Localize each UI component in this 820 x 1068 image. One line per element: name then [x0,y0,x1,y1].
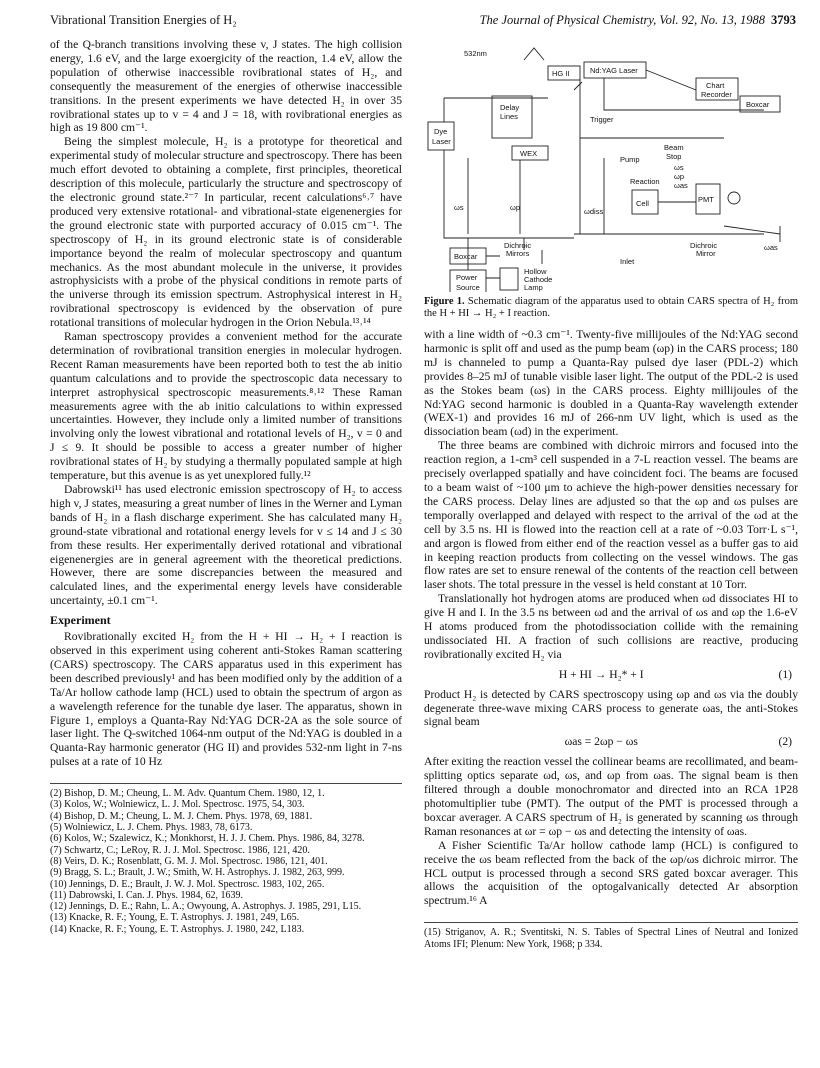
left-column [50,38,402,935]
paragraph: After exiting the reaction vessel the collinear beams are recollimated, and beam-splitting optics separate ωd, ωs, and ωp from ωas. The signal beam is then filtered through a double monochromator and directed into an RCA 1P28 photomultiplier tube (PMT). The output of the PMT is processed through a boxcar averager. A CARS spectrum of H₂ is generated by scanning ωs through Raman resonances at ωr = ωp − ωs and detecting the intensity of ωas. [424,755,798,838]
label-hg-ii: HG II [552,69,570,78]
label-dichroic-left: Dichroic [504,241,532,250]
label-boxcar-left: Boxcar [454,252,478,261]
label-dichroic-right: Dichroic [690,241,718,250]
label-lines: Lines [500,112,518,121]
label-recorder: Recorder [701,90,732,99]
label-hollow: Hollow [524,267,547,276]
detector-lens [728,192,740,204]
footnote: (3) Kolos, W.; Wolniewicz, L. J. Mol. Spectrosc. 1975, 54, 303. [50,799,305,811]
label-ws-left: ωs [454,203,464,212]
footnote-15: (15) Striganov, A. R.; Sventitski, N. S. Tables of Spectral Lines of Neutral and Ionized Atoms IFI; Plenum: New York, 1968; p 334. [424,922,798,950]
footnote: (9) Bragg, S. L.; Brault, J. W.; Smith, W. H. Astrophys. J. 1982, 263, 999. [50,867,345,879]
label-wp-left: ωp [510,203,521,212]
footnote: (11) Dabrowski, I. Can. J. Phys. 1984, 62, 1639. [50,889,243,901]
label-chart: Chart [706,81,725,90]
paragraph: of the Q-branch transitions involving these v, J states. The high collision energy, 1.6 eV, and the large exoergicity of the reaction, 1.4 eV, allow the population of otherwise inaccessible rovibrational states of H₂, and consequently the measurement of the energies of otherwise inaccessible transitions. In the present experiments we have detected H₂ in over 35 rovibrational states up to v = 4 and J = 18, with rovibrational energies as high as 19 800 cm⁻¹. [50,38,402,135]
caption-label: Figure 1. [424,296,465,307]
page-number: 3793 [771,13,796,27]
label-source: Source [456,283,480,292]
label-wex: WEX [520,149,538,158]
label-wp-right: ωp [674,172,685,181]
equation-number: (1) [778,667,792,681]
equation-expression: ωas = 2ωp − ωs [564,735,638,749]
figure-1 [424,38,798,292]
footnote: (6) Kolos, W.; Szalewicz, K.; Monkhorst, H. J. J. Chem. Phys. 1986, 84, 3278. [50,833,365,845]
label-532nm: 532nm [464,49,487,58]
footnote: (5) Wolniewicz, L. J. Chem. Phys. 1983, 78, 6173. [50,822,253,834]
footnotes [50,783,402,935]
footnote: (8) Veirs, D. K.; Rosenblatt, G. M. J. Mol. Spectrosc. 1986, 121, 401. [50,855,328,867]
paragraph: Product H₂ is detected by CARS spectroscopy using ωp and ωs via the doubly degenerate three-wave mixing CARS process to generate ωas, the anti-Stokes signal beam [424,687,798,729]
paragraph: Translationally hot hydrogen atoms are produced when ωd dissociates HI to give H and I. In the 3.5 ns between ωd and the arrival of ωs and ωp the 1.6-eV H atoms produced from the photodissociation collide with the remaining undissociated HI. A fraction of such collisions are reactive, producing rovibrationally excited H₂ via [424,592,798,661]
label-inlet: Inlet [620,257,635,266]
footnote: (14) Knacke, R. F.; Young, E. T. Astrophys. J. 1980, 242, L183. [50,923,305,935]
equation-1 [424,662,798,688]
label-cathode: Cathode [524,275,553,284]
label-mirrors: Mirrors [506,249,530,258]
footnote: (2) Bishop, D. M.; Cheung, L. M. Adv. Quantum Chem. 1980, 12, 1. [50,788,325,800]
label-laser: Laser [432,137,451,146]
running-header [0,11,820,31]
label-power: Power [456,273,478,282]
label-dye: Dye [434,127,448,136]
section-heading-experiment: Experiment [50,613,111,628]
right-column [424,38,798,950]
footnote: (13) Knacke, R. F.; Young, E. T. Astrophys. J. 1981, 249, L65. [50,912,300,924]
footnote: (12) Jennings, D. E.; Rahn, L. A.; Owyoung, A. Astrophys. J. 1985, 291, L15. [50,901,362,913]
figure-caption [424,296,798,320]
footnote: (10) Jennings, D. E.; Brault, J. W. J. Mol. Spectrosc. 1983, 102, 265. [50,878,325,890]
label-wdiss: ωdiss [584,207,604,216]
label-lamp: Lamp [524,283,543,292]
label-boxcar-right: Boxcar [746,100,770,109]
paragraph: A Fisher Scientific Ta/Ar hollow cathode lamp (HCL) is configured to receive the ωs beam reflected from the back of the ωp/ωs dichroic mirror. The HCL output is processed through a second SRS gated boxcar averager. This allows the acquisition of the optogalvanically detected Ar absorption spectrum.¹⁶ A [424,838,798,908]
apparatus-diagram [424,38,798,292]
footnote: (4) Bishop, D. M.; Cheung, L. M. J. Chem. Phys. 1978, 69, 1881. [50,810,313,822]
equation-number: (2) [778,735,792,749]
paragraph: Raman spectroscopy provides a convenient method for the accurate determination of rovibrational transition energies in molecular hydrogen. Recent Raman measurements have been reported both to test the ab initio quantum calculations and to provide the spectroscopic data necessary to interpret astrophysical spectroscopic measurements.⁸˒¹² These Raman measurements agree with the ab initio calculations to within expressed uncertainties. However, they include only a limited number of transitions involving only the lowest vibrational and rotational levels of H₂, v = 0 and J ≤ 9. It should be possible to access a greater number of higher rovibrational states of H₂ by studying a thermally populated sample at high temperature, but this avenue is as yet unexplored fully.¹² [50,330,402,483]
label-was-right: ωas [674,181,688,190]
header-title: Vibrational Transition Energies of H₂ [50,13,237,27]
label-pump: Pump [620,155,640,164]
paragraph: with a line width of ~0.3 cm⁻¹. Twenty-five millijoules of the Nd:YAG second harmonic is split off and used as the pump beam (ωp) in the CARS process; 180 mJ is channeled to pump a Quanta-Ray pulsed dye laser (PDL-2) which provides 8–25 mJ of tunable visible laser light. The output of the PDL-2 is used as the Stokes beam (ωs) in the CARS process. Eighty millijoules of the Nd:YAG second harmonic is doubled in a Quanta-Ray wavelength extender (WEX-1) and provides 16 mJ of 266-nm UV light, which is used as the dissociation beam (ωd) in the experiment. [424,328,798,439]
label-ndyag: Nd:YAG Laser [590,66,638,75]
header-journal: The Journal of Physical Chemistry, Vol. 92, No. 13, 1988 3793 [479,13,796,27]
label-ws-right: ωs [674,163,684,172]
label-trigger: Trigger [590,115,614,124]
caption-text: Schematic diagram of the apparatus used to obtain CARS spectra of H₂ from the H + HI → H₂ + I reaction. [424,296,798,319]
label-was-far: ωas [764,243,778,252]
label-pmt: PMT [698,195,714,204]
equation-2 [424,729,798,755]
paragraph: Dabrowski¹¹ has used electronic emission spectroscopy of H₂ to access high v, J states, measuring a great number of lines in the Werner and Lyman bands of H₂ in a flash discharge experiment. She has calculated many H₂ ground-state vibrational and rotational energy levels for v ≤ 14 and J ≤ 30 from these results. Her experimentally derived rotational and vibrational eigenenergies are in general agreement with the theoretical predictions. However, there are some discrepancies between the measured and calculated lines, and the experimental energy levels have considerable uncertainty, ±0.1 cm⁻¹. [50,483,402,608]
hollow-cathode-lamp-box [500,268,518,290]
equation-expression: H + HI → H₂* + I [558,667,644,681]
footnote: (7) Schwartz, C.; LeRoy, R. J. J. Mol. Spectrosc. 1986, 121, 420. [50,844,310,856]
paragraph: The three beams are combined with dichroic mirrors and focused into the reaction region, a 1-cm³ cell suspended in a 7-L reaction vessel. The beams are precisely overlapped spatially and have coincident foci. The beams are focused to a beam waist of ~100 μm to achieve the high-power densities necessary for the CARS process. Delay lines are adjusted so that the ωp and ωs pulses are temporally overlapped and delayed with respect to the arrival of the ωd at the cell by 3.5 ns. HI is flowed into the reaction cell at a rate of ~0.03 Torr·L s⁻¹, and argon is flowed from either end of the reaction vessel as a buffer gas to aid in keeping reaction products from collecting on the vessel windows. The gas flow rates are set to ensure renewal of the contents of the reaction cell between laser shots. The total pressure in the vessel is held constant at 10 Torr. [424,439,798,592]
label-reaction: Reaction [630,177,660,186]
label-delay: Delay [500,103,520,112]
label-cell: Cell [636,199,649,208]
label-stop: Stop [666,152,682,161]
paragraph: Being the simplest molecule, H₂ is a prototype for theoretical and experimental study of molecular structure and spectroscopy. There has been much effort devoted to obtaining a complete, first principles, theoretical description of this molecule, particularly the structure and spectroscopy of the electronic ground state.²⁻⁷ In particular, recent calculations⁶˒⁷ have produced very extensive rotational- and vibrational-state eigenenergies for the ground electronic state with purported accuracy of 0.015 cm⁻¹. The spectroscopy of H₂ in its ground electronic state is of considerable importance beyond the realm of molecular spectroscopy and quantum mechanics. As the most abundant molecule in the universe, it provides astrophysicists with a probe of the physical conditions in remote parts of the universe through its emission spectrum. Astrophysical interest in H₂ rovibrational spectroscopy is evidenced by the observation of pure rotational transitions of molecular hydrogen in the Orion Nebula.¹³˒¹⁴ [50,135,402,330]
paragraph: Rovibrationally excited H₂ from the H + HI → H₂ + I reaction is observed in this experiment using coherent anti-Stokes Raman scattering (CARS) spectroscopy. The CARS apparatus used in this experiment has been described previously¹ and has been modified only by the addition of a Ta/Ar hollow cathode lamp (HCL) used to obtain the spectrum of argon as a wavelength reference for the tunable dye laser. The apparatus, shown in Figure 1, employs a Quanta-Ray Nd:YAG DCR-2A as the sole source of laser light. The Q-switched 1064-nm output of the Nd:YAG is doubled in a Quanta-Ray harmonic generator (HG II) and provides 532-nm light in 7-ns pulses at a rate of 10 Hz [50,630,402,769]
label-beam: Beam [664,143,684,152]
label-mirror: Mirror [696,249,716,258]
